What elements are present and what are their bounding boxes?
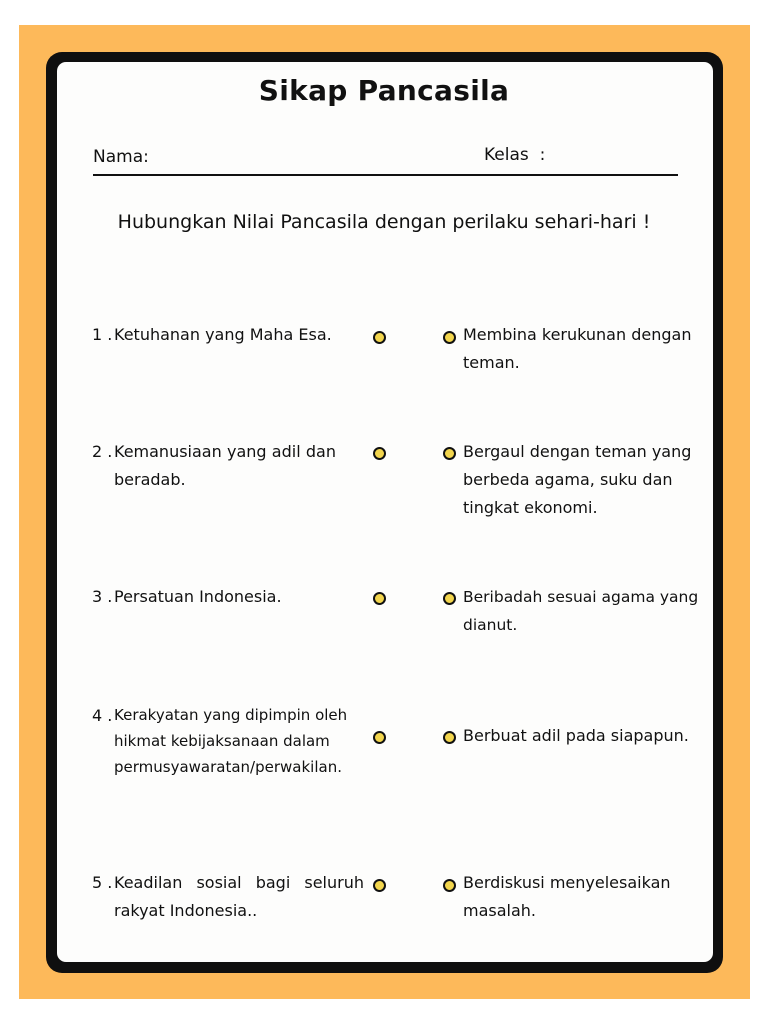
item-5-text: Keadilan sosial bagi seluruh rakyat Indonesia.. — [114, 873, 364, 920]
item-3-text: Persatuan Indonesia. — [114, 587, 282, 606]
right-connector-dot-1[interactable] — [443, 331, 456, 344]
behavior-4-text: Berbuat adil pada siapapun. — [463, 726, 689, 745]
left-connector-dot-5[interactable] — [373, 879, 386, 892]
item-4-number: 4 . — [92, 706, 113, 725]
item-5-number: 5 . — [92, 873, 113, 892]
item-4-text: Kerakyatan yang dipimpin oleh hikmat kebijaksanaan dalam permusyawaratan/perwakilan. — [114, 706, 348, 776]
right-connector-dot-2[interactable] — [443, 447, 456, 460]
left-connector-dot-1[interactable] — [373, 331, 386, 344]
item-2-text: Kemanusiaan yang adil dan beradab. — [114, 442, 336, 489]
behavior-5-text: Berdiskusi menyelesaikan masalah. — [463, 873, 671, 920]
behavior-1-text: Membina kerukunan dengan teman. — [463, 325, 692, 372]
name-underline — [93, 174, 678, 176]
right-connector-dot-5[interactable] — [443, 879, 456, 892]
behavior-3-text: Beribadah sesuai agama yang dianut. — [463, 588, 699, 634]
item-2-number: 2 . — [92, 442, 113, 461]
kelas-label: Kelas : — [484, 145, 546, 165]
nama-label: Nama: — [93, 147, 149, 167]
left-connector-dot-4[interactable] — [373, 731, 386, 744]
worksheet-title: Sikap Pancasila — [258, 74, 510, 107]
item-1-number: 1 . — [92, 325, 113, 344]
left-connector-dot-3[interactable] — [373, 592, 386, 605]
behavior-2-text: Bergaul dengan teman yang berbeda agama, suku dan tingkat ekonomi. — [463, 442, 692, 517]
right-connector-dot-4[interactable] — [443, 731, 456, 744]
left-connector-dot-2[interactable] — [373, 447, 386, 460]
instruction-text: Hubungkan Nilai Pancasila dengan perilaku sehari-hari ! — [117, 211, 651, 233]
item-1-text: Ketuhanan yang Maha Esa. — [114, 325, 332, 344]
right-connector-dot-3[interactable] — [443, 592, 456, 605]
item-3-number: 3 . — [92, 587, 113, 606]
